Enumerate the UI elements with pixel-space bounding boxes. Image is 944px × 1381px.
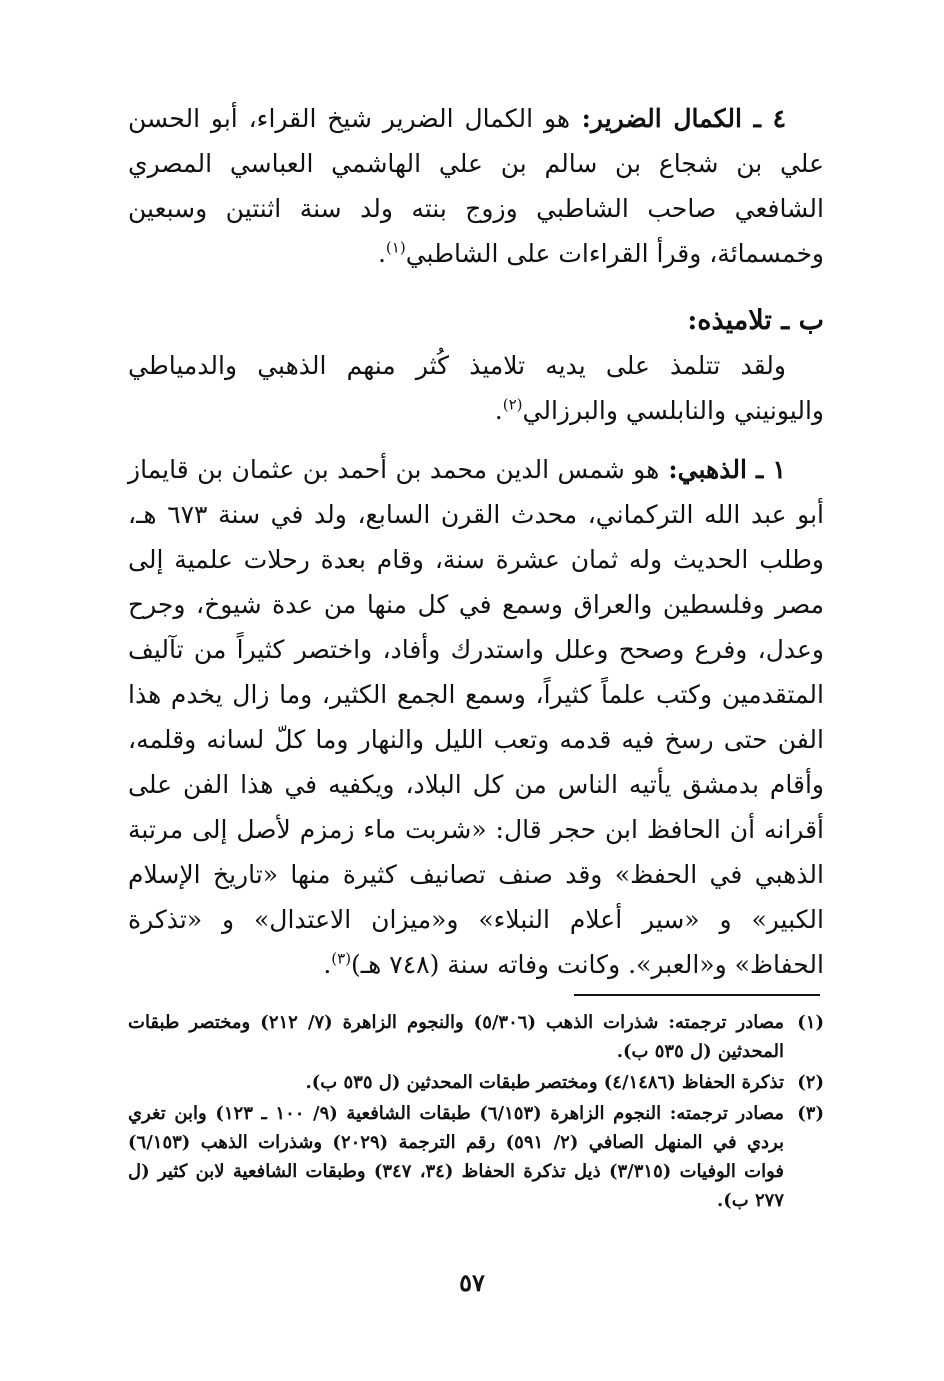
footnote-text: مصادر ترجمته: شذرات الذهب (٥/٣٠٦) والنجوم الزاهرة (٧/ ٢١٢) ومختصر طبقات المحدثين (ل ٥٣٥ ب). — [128, 1012, 784, 1062]
students-intro-body: ولقد تتلمذ على يديه تلاميذ كُثر منهم الذهبي والدمياطي واليونيني والنابلسي والبرزالي — [128, 351, 824, 425]
section-heading-students: ب ـ تلاميذه: — [687, 305, 824, 336]
footnote-ref-3[interactable]: (٣) — [331, 949, 352, 968]
footnote-item — [128, 1068, 824, 1097]
entry-lead-dhahabi: ١ ـ الذهبي: — [659, 455, 786, 484]
footnote-number: (٢) — [797, 1072, 824, 1093]
page-number: ٥٧ — [459, 1268, 485, 1297]
footnote-text: تذكرة الحفاظ (٤/١٤٨٦) ومختصر طبقات المحدثين (ل ٥٣٥ ب). — [305, 1072, 784, 1093]
paragraph-students-intro — [128, 343, 824, 433]
students-intro-end: . — [494, 396, 503, 425]
footnote-ref-2[interactable]: (٢) — [502, 395, 523, 414]
entry-lead-kamal: ٤ ـ الكمال الضرير: — [570, 104, 786, 133]
footnote-number: (٣) — [797, 1103, 824, 1124]
footnote-item — [128, 1008, 824, 1066]
paragraph-dhahabi — [128, 447, 824, 987]
footnote-item — [128, 1099, 824, 1215]
entry-body-dhahabi: هو شمس الدين محمد بن أحمد بن عثمان بن قايماز أبو عبد الله التركماني، محدث القرن السابع، ولد في سنة ٦٧٣ هـ، وطلب الحديث وله ثمان عشرة سنة، وقام بعدة رحلات علمية إلى مصر وفلسطين والعراق وسمع في كل منها من عدة شيوخ، وجرح وعدل، وفرع وصحح وعلل واستدرك وأفاد، واختصر كثيراً من تآليف المتقدمين وكتب علماً كثيراً، وسمع الجمع الكثير، وما زال يخدم هذا الفن حتى رسخ فيه قدمه وتعب الليل والنهار وما كلّ لسانه وقلمه، وأقام بدمشق يأتيه الناس من كل البلاد، ويكفيه في هذا الفن على أقرانه أن الحافظ ابن حجر قال: «شربت ماء زمزم لأصل إلى مرتبة الذهبي في الحفظ» وقد صنف تصانيف كثيرة منها «تاريخ الإسلام الكبير» و «سير أعلام النبلاء» و«ميزان الاعتدال» و «تذكرة الحفاظ» و«العبر». وكانت وفاته سنة (٧٤٨ هـ) — [128, 455, 824, 979]
paragraph-kamal-darir — [128, 96, 824, 276]
footnote-number: (١) — [797, 1012, 824, 1033]
entry-end-dhahabi: . — [323, 950, 332, 979]
entry-end-kamal: . — [377, 239, 386, 268]
entry-body-kamal: هو الكمال الضرير شيخ القراء، أبو الحسن علي بن شجاع بن سالم بن علي الهاشمي العباسي المصري الشافعي صاحب الشاطبي وزوج بنته ولد سنة اثنتين وسبعين وخمسمائة، وقرأ القراءات على الشاطبي — [128, 104, 824, 268]
footnotes — [128, 1008, 824, 1217]
footnote-text: مصادر ترجمته: النجوم الزاهرة (٦/١٥٣) طبقات الشافعية (٩/ ١٠٠ ـ ١٢٣) وابن تغري بردي في المنهل الصافي (٢/ ٥٩١) رقم الترجمة (٢٠٢٩) وشذرات الذهب (٦/١٥٣) فوات الوفيات (٣/٣١٥) ذيل تذكرة الحفاظ (٣٤، ٣٤٧) وطبقات الشافعية لابن كثير (ل ٢٧٧ ب). — [128, 1103, 785, 1211]
page-body — [128, 96, 824, 987]
footnote-divider — [574, 994, 820, 996]
footnote-ref-1[interactable]: (١) — [385, 238, 406, 257]
